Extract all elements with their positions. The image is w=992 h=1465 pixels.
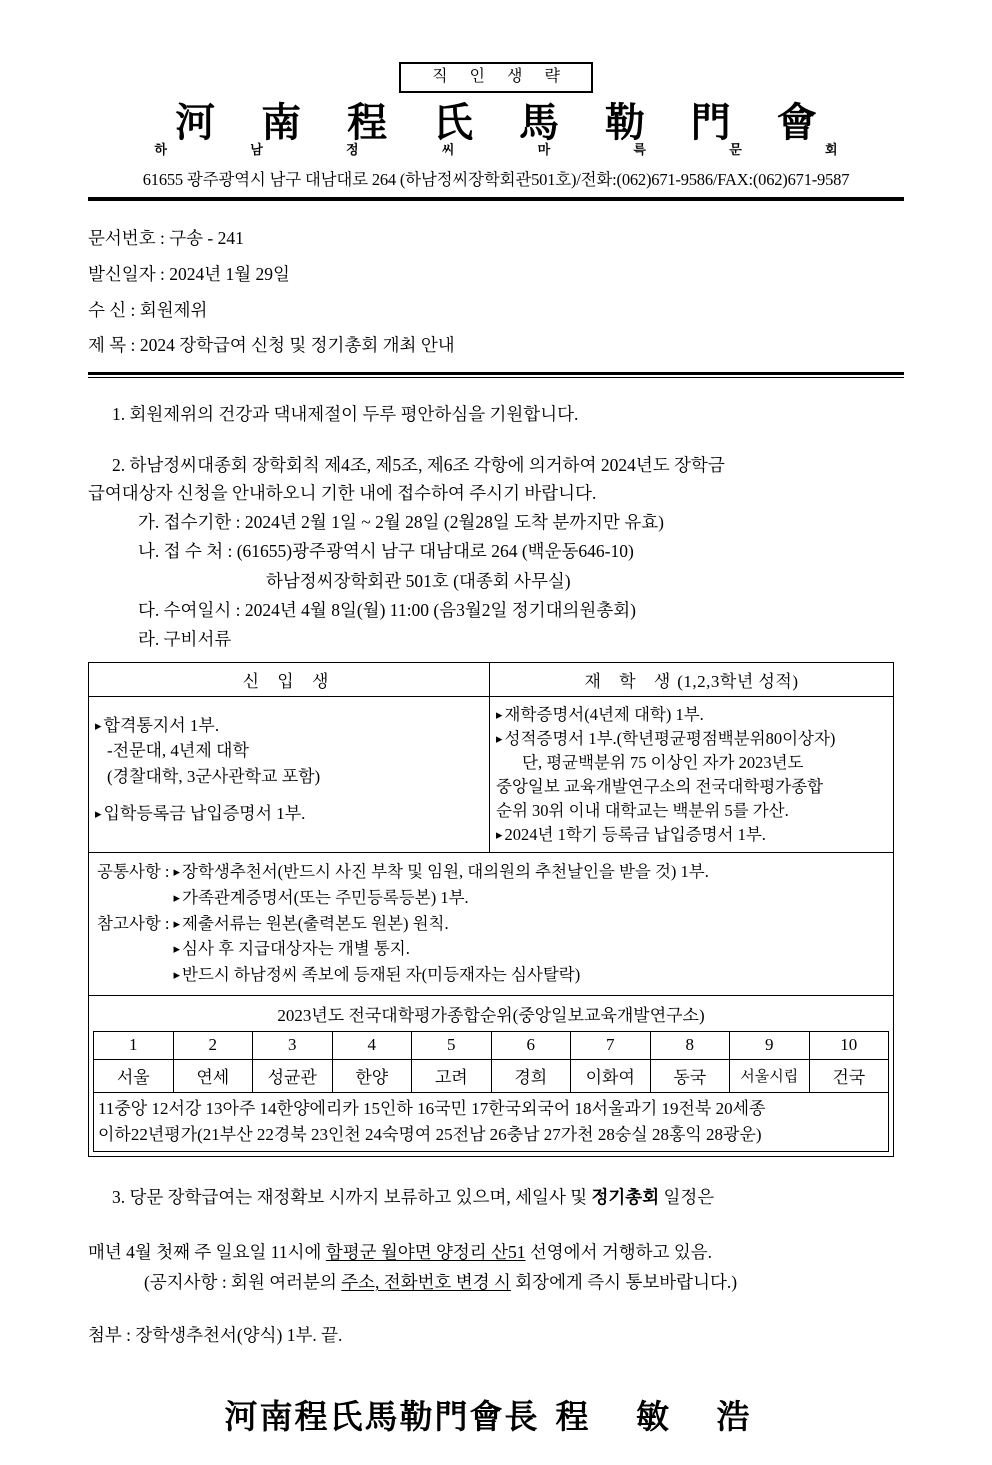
rank-cell: 1 (94, 1032, 174, 1060)
university-ranking-table (93, 1031, 889, 1093)
common-item-1: ▸ 장학생추천서(반드시 사진 부착 및 임원, 대의원의 추천날인을 받을 것) 1부. (173, 859, 885, 885)
cell-enrolled-student-docs (490, 696, 894, 853)
meta-row-subject (88, 328, 992, 364)
new-student-doc-2: ▸ 입학등록금 납입증명서 1부. (95, 801, 483, 827)
org-title-korean: 하 남 정 씨 마 륵 문 회 (154, 141, 878, 157)
table-header-new-student-label: 신 입 생 (242, 671, 336, 691)
university-cell: 경희 (491, 1060, 571, 1093)
stamp-omitted-box-wrap (0, 62, 992, 93)
body-sub-c: 다. 수여일시 : 2024년 4월 8일(월) 11:00 (음3월2일 정기대의원총회) (138, 599, 636, 620)
cell-new-student-docs (89, 696, 490, 853)
new-student-doc-1-note1: -전문대, 4년제 대학 (107, 741, 249, 761)
document-meta (88, 221, 992, 365)
rank-cell: 7 (571, 1032, 651, 1060)
closing-line-2-b: 선영에서 거행하고 있음. (525, 1241, 713, 1262)
notes-label: 참고사항 : (97, 913, 170, 933)
rank-cell: 6 (491, 1032, 571, 1060)
new-student-doc-1-note2: (경찰대학, 3군사관학교 포함) (107, 766, 321, 786)
ranking-table-wrap (89, 1031, 893, 1156)
closing-line-1-bold: 정기총회 (591, 1187, 660, 1208)
common-label: 공통사항 : (97, 862, 170, 882)
closing-line-3-a: (공지사항 : 회원 여러분의 (144, 1271, 342, 1292)
enrolled-doc-3: ▸ 2024년 1학기 등록금 납입증명서 1부. (496, 823, 889, 847)
subject-divider-rule (88, 372, 904, 378)
body-item-2-line1: 2. 하남정씨대종회 장학회칙 제4조, 제5조, 제6조 각항에 의거하여 2024년도 장학금 (112, 454, 725, 475)
table-header-enrolled-suffix: (1,2,3학년 성적) (677, 671, 799, 691)
closing-line-2-underline: 함평군 월야면 양정리 산51 (325, 1241, 526, 1262)
rank-cell: 8 (650, 1032, 730, 1060)
attachment-line: 첨부 : 장학생추천서(양식) 1부. 끝. (88, 1325, 343, 1346)
meta-row-recipient (88, 293, 992, 329)
closing-line-2-a: 매년 4월 첫째 주 일요일 11시에 (88, 1241, 326, 1262)
meta-value-subject: 2024 장학급여 신청 및 정기총회 개최 안내 (139, 335, 455, 356)
note-item-3: ▸ 반드시 하남정씨 족보에 등재된 자(미등재자는 심사탈락) (173, 962, 885, 988)
university-cell: 고려 (412, 1060, 492, 1093)
meta-row-docno (88, 221, 992, 257)
ranking-note-line-1: 11중앙 12서강 13아주 14한양에리카 15인하 16국민 17한국외국어 18서울과기 19전북 20세종 (98, 1099, 766, 1119)
closing-line-3 (88, 1268, 904, 1296)
body-item-2-line2: 급여대상자 신청을 안내하오니 기한 내에 접수하여 주시기 바랍니다. (88, 482, 597, 503)
rank-cell: 2 (173, 1032, 253, 1060)
closing-line-1 (88, 1183, 904, 1211)
new-student-doc-1: ▸ 합격통지서 1부. (95, 713, 483, 739)
meta-label-recipient: 수 신 : (88, 299, 136, 320)
ranking-notes (93, 1093, 889, 1152)
enrolled-doc-1: ▸ 재학증명서(4년제 대학) 1부. (496, 703, 889, 727)
table-row-common-notes (89, 853, 894, 996)
common-item-2: ▸ 가족관계증명서(또는 주민등록등본) 1부. (173, 885, 885, 911)
rank-cell: 4 (332, 1032, 412, 1060)
org-title-hanja: 河 南 程 氏 馬 勒 門 會 (175, 99, 833, 146)
ranking-title: 2023년도 전국대학평가종합순위(중앙일보교육개발연구소) (277, 1006, 705, 1026)
notes-items (173, 911, 885, 988)
body-sub-b-line2: 하남정씨장학회관 501호 (대종회 사무실) (266, 570, 571, 591)
closing-line-1-b: 일정은 (659, 1187, 715, 1208)
note-item-2: ▸ 심사 후 지급대상자는 개별 통지. (173, 936, 885, 962)
meta-label-subject: 제 목 : (88, 335, 136, 356)
body-sub-a: 가. 접수기한 : 2024년 2월 1일 ~ 2월 28일 (2월28일 도착 분까지만 유효) (138, 512, 664, 533)
ranking-rank-row (94, 1032, 889, 1060)
table-header-row (89, 662, 894, 696)
notes-section (97, 911, 885, 988)
enrolled-doc-2-note2: 중앙일보 교육개발연구소의 전국대학평가종합 (496, 776, 824, 796)
header-divider-rule (88, 197, 904, 201)
university-cell: 건국 (809, 1060, 889, 1093)
university-cell: 성균관 (253, 1060, 333, 1093)
meta-row-date (88, 257, 992, 293)
enrolled-doc-2-note3: 순위 30위 이내 대학교는 백분위 5를 가산. (496, 800, 789, 820)
meta-value-date: 2024년 1월 29일 (169, 263, 290, 284)
document-body (88, 400, 904, 1347)
university-cell: 서울 (94, 1060, 174, 1093)
table-row-ranking (89, 996, 894, 1157)
meta-value-recipient: 회원제위 (139, 299, 208, 320)
required-documents-table (88, 662, 894, 1157)
closing-line-3-underline: 주소, 전화번호 변경 시 (341, 1271, 511, 1292)
note-item-1: ▸ 제출서류는 원본(출력본도 원본) 원칙. (173, 911, 885, 937)
table-header-new-student (89, 662, 490, 696)
cell-ranking-block (89, 996, 894, 1157)
rank-cell: 10 (809, 1032, 889, 1060)
closing-line-3-b: 회장에게 즉시 통보바랍니다.) (510, 1271, 738, 1292)
closing-line-1-a: 3. 당문 장학급여는 재정확보 시까지 보류하고 있으며, 세일사 및 (112, 1187, 592, 1208)
rank-cell: 9 (730, 1032, 810, 1060)
body-sub-d: 라. 구비서류 (138, 628, 232, 649)
org-address: 61655 광주광역시 남구 대남대로 264 (하남정씨장학회관501호)/전화:(062)671-9586/FAX:(062)671-9587 (142, 169, 850, 189)
signature-org-title: 河南程氏馬勒門會長 (224, 1397, 540, 1437)
enrolled-doc-2-note1: 단, 평균백분위 75 이상인 자가 2023년도 (522, 752, 804, 772)
university-cell: 서울시립 (730, 1060, 810, 1093)
body-item-1: 1. 회원제위의 건강과 댁내제절이 두루 평안하심을 기원합니다. (112, 404, 579, 425)
ranking-university-row (94, 1060, 889, 1093)
enrolled-doc-2: ▸ 성적증명서 1부.(학년평균평점백분위80이상자) (496, 727, 889, 751)
common-section (97, 859, 885, 910)
body-sub-b: 나. 접 수 처 : (61655)광주광역시 남구 대남대로 264 (백운동646-10) (138, 541, 634, 562)
meta-label-docno: 문서번호 : (88, 227, 165, 248)
signature-block (0, 1391, 992, 1438)
closing-line-2 (88, 1238, 904, 1266)
document-page (0, 62, 992, 1465)
stamp-omitted-box: 직 인 생 략 (399, 62, 593, 93)
table-header-enrolled-student (490, 662, 894, 696)
meta-value-docno: 구송 - 241 (169, 227, 244, 248)
meta-label-date: 발신일자 : (88, 263, 165, 284)
rank-cell: 3 (253, 1032, 333, 1060)
ranking-note-line-2: 이하22년평가(21부산 22경북 23인천 24숙명여 25전남 26충남 27가천 28숭실 28홍익 28광운) (98, 1124, 762, 1144)
cell-common-and-notes (89, 853, 894, 996)
rank-cell: 5 (412, 1032, 492, 1060)
university-cell: 한양 (332, 1060, 412, 1093)
spacer (95, 701, 483, 713)
signature-name: 程 敏 浩 (555, 1397, 768, 1437)
university-cell: 이화여 (571, 1060, 651, 1093)
table-header-enrolled-prefix: 재 학 생 (584, 671, 678, 691)
university-cell: 동국 (650, 1060, 730, 1093)
common-items (173, 859, 885, 910)
table-row (89, 696, 894, 853)
university-cell: 연세 (173, 1060, 253, 1093)
spacer (95, 789, 483, 801)
